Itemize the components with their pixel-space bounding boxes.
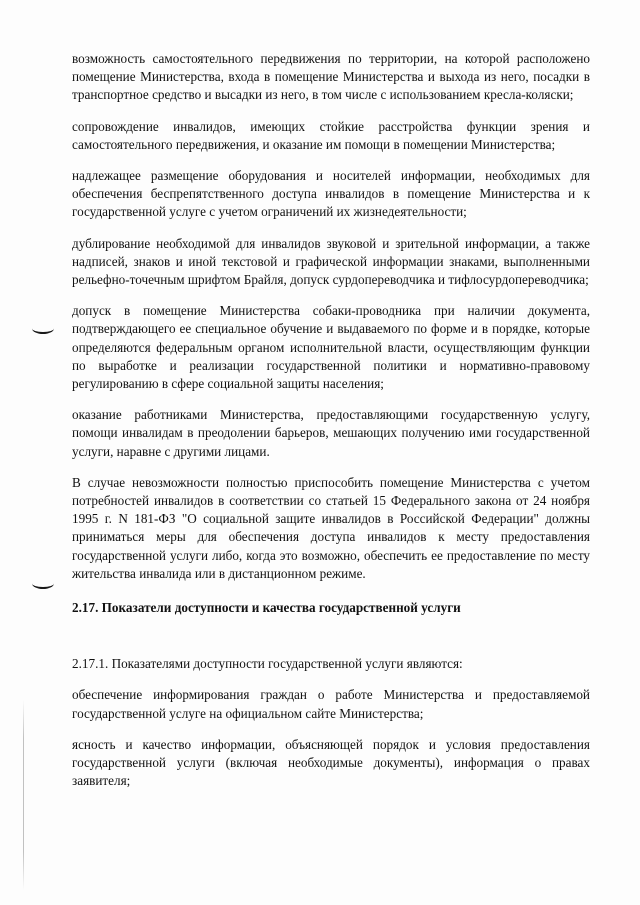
- paragraph-impossibility: В случае невозможности полностью приспособить помещение Министерства с учетом потребностей инвалидов в соответствии со статьей 15 Федерального закона от 24 ноября 1995 г. N 181-ФЗ "О социальной защите инвалидов в Российской Федерации" должны приниматься меры для обеспечения доступа инвалидов к месту предоставления государственной услуги либо, когда это возможно, обеспечить ее предоставление по месту жительства инвалида или в дистанционном режиме.: [72, 474, 590, 581]
- paragraph-equipment: надлежащее размещение оборудования и носителей информации, необходимых для обеспечения беспрепятственного доступа инвалидов в помещение Министерства и к государственной услуге с учетом ограничений их жизнедеятельности;: [72, 168, 590, 220]
- document-body: [72, 50, 590, 804]
- scan-edge-line: [23, 700, 24, 890]
- margin-pen-mark: [32, 323, 54, 334]
- paragraph-indicators-intro: 2.17.1. Показателями доступности государственной услуги являются:: [72, 656, 463, 672]
- paragraph-staff-help: оказание работниками Министерства, предоставляющими государственную услугу, помощи инвалидам в преодолении барьеров, мешающих получению ими государственной услуги, наравне с другими лицами.: [72, 407, 590, 459]
- paragraph-informing: обеспечение информирования граждан о работе Министерства и предоставляемой государственной услуге на официальном сайте Министерства;: [72, 687, 590, 721]
- paragraph-guide-dog: допуск в помещение Министерства собаки-проводника при наличии документа, подтверждающего ее специальное обучение и выдаваемого по форме и в порядке, которые определяются федеральным органом исполнительной власти, осуществляющим функции по выработке и реализации государственной политики и нормативно-правовому регулированию в сфере социальной защиты населения;: [72, 303, 590, 392]
- paragraph-clarity: ясность и качество информации, объясняющей порядок и условия предоставления государственной услуги (включая необходимые документы), информация о правах заявителя;: [72, 736, 590, 789]
- section-heading: 2.17. Показатели доступности и качества государственной услуги: [72, 600, 461, 616]
- margin-pen-mark: [32, 578, 54, 589]
- paragraph-braille: дублирование необходимой для инвалидов звуковой и зрительной информации, а также надписей, знаков и иной текстовой и графической информации знаками, выполненными рельефно-точечным шрифтом Брайля, допуск сурдопереводчика и тифлосурдопереводчика;: [72, 235, 590, 288]
- paragraph-escort: сопровождение инвалидов, имеющих стойкие расстройства функции зрения и самостоятельного передвижения, и оказание им помощи в помещении Министерства;: [72, 118, 590, 152]
- paragraph-mobility: возможность самостоятельного передвижения по территории, на которой расположено помещение Министерства, входа в помещение Министерства и выхода из него, посадки в транспортное средство и высадки из него, в том числе с использованием кресла-коляски;: [72, 51, 590, 103]
